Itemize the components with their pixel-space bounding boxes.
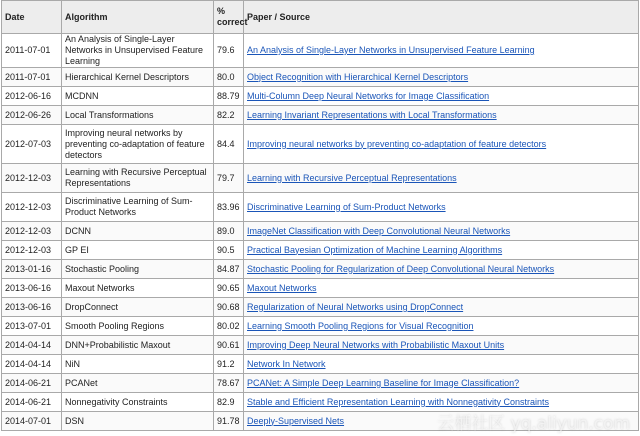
paper-link[interactable]: Regularization of Neural Networks using DropConnect [247,301,464,312]
table-row [2,222,639,241]
cell-date: 2014-06-21 [2,374,62,393]
cell-paper [244,260,639,279]
cell-date: 2012-12-03 [2,222,62,241]
cell-percent: 89.0 [214,222,244,241]
table-row [2,125,639,164]
cell-paper [244,125,639,164]
cell-date: 2013-07-01 [2,317,62,336]
header-paper-source: Paper / Source [244,1,639,34]
table-row [2,241,639,260]
cell-percent: 80.02 [214,317,244,336]
cell-percent: 91.78 [214,412,244,431]
cell-paper [244,106,639,125]
header-row [2,1,639,34]
cell-percent: 88.79 [214,87,244,106]
paper-link[interactable]: Learning with Recursive Perceptual Representations [247,172,457,183]
cell-date: 2012-07-03 [2,125,62,164]
cell-percent: 90.65 [214,279,244,298]
cell-paper [244,222,639,241]
cell-paper [244,164,639,193]
paper-link[interactable]: ImageNet Classification with Deep Convolutional Neural Networks [247,225,511,236]
cell-algorithm: Hierarchical Kernel Descriptors [62,68,214,87]
cell-date: 2012-06-26 [2,106,62,125]
table-row [2,317,639,336]
cell-algorithm: Smooth Pooling Regions [62,317,214,336]
paper-link[interactable]: Practical Bayesian Optimization of Machine Learning Algorithms [247,244,503,255]
cell-algorithm: NiN [62,355,214,374]
table-row [2,393,639,412]
cell-date: 2014-04-14 [2,336,62,355]
paper-link[interactable]: Improving neural networks by preventing co-adaptation of feature detectors [247,138,547,149]
cell-date: 2012-12-03 [2,164,62,193]
header-date: Date [2,1,62,34]
cell-paper [244,68,639,87]
cell-date: 2011-07-01 [2,68,62,87]
paper-link[interactable]: Deeply-Supervised Nets [247,415,345,426]
cell-algorithm: Local Transformations [62,106,214,125]
cell-algorithm: Stochastic Pooling [62,260,214,279]
paper-link[interactable]: Maxout Networks [247,282,317,293]
cell-algorithm: DropConnect [62,298,214,317]
results-table [1,0,639,431]
cell-algorithm: DCNN [62,222,214,241]
header-percent-correct: % correct [214,1,244,34]
cell-paper [244,393,639,412]
paper-link[interactable]: Improving Deep Neural Networks with Probabilistic Maxout Units [247,339,505,350]
cell-paper [244,279,639,298]
cell-percent: 84.4 [214,125,244,164]
cell-date: 2012-12-03 [2,241,62,260]
cell-date: 2013-06-16 [2,279,62,298]
cell-percent: 82.2 [214,106,244,125]
paper-link[interactable]: Network In Network [247,358,326,369]
cell-paper [244,298,639,317]
header-algorithm: Algorithm [62,1,214,34]
cell-algorithm: Learning with Recursive Perceptual Representations [62,164,214,193]
cell-percent: 82.9 [214,393,244,412]
cell-paper [244,87,639,106]
cell-algorithm: Nonnegativity Constraints [62,393,214,412]
table-row [2,34,639,68]
cell-algorithm: PCANet [62,374,214,393]
table-row [2,106,639,125]
table-row [2,193,639,222]
cell-date: 2011-07-01 [2,34,62,68]
paper-link[interactable]: Object Recognition with Hierarchical Kernel Descriptors [247,71,469,82]
cell-paper [244,336,639,355]
paper-link[interactable]: Learning Smooth Pooling Regions for Visual Recognition [247,320,474,331]
cell-paper [244,374,639,393]
table-row [2,87,639,106]
cell-percent: 79.6 [214,34,244,68]
cell-paper [244,355,639,374]
cell-paper [244,193,639,222]
cell-algorithm: Improving neural networks by preventing co-adaptation of feature detectors [62,125,214,164]
cell-date: 2012-12-03 [2,193,62,222]
table-row [2,260,639,279]
cell-percent: 90.5 [214,241,244,260]
cell-algorithm: DNN+Probabilistic Maxout [62,336,214,355]
cell-percent: 83.96 [214,193,244,222]
cell-algorithm: Maxout Networks [62,279,214,298]
watermark-text: 云栖社区 yq.aliyun.com [437,414,630,434]
table-row [2,68,639,87]
cell-date: 2014-06-21 [2,393,62,412]
cell-algorithm: An Analysis of Single-Layer Networks in Unsupervised Feature Learning [62,34,214,68]
cell-date: 2013-01-16 [2,260,62,279]
cell-percent: 79.7 [214,164,244,193]
cell-percent: 78.67 [214,374,244,393]
paper-link[interactable]: Discriminative Learning of Sum-Product Networks [247,201,446,212]
cell-percent: 91.2 [214,355,244,374]
cell-percent: 90.61 [214,336,244,355]
paper-link[interactable]: Learning Invariant Representations with Local Transformations [247,109,497,120]
table-row [2,279,639,298]
cell-algorithm: Discriminative Learning of Sum-Product Networks [62,193,214,222]
cell-percent: 84.87 [214,260,244,279]
paper-link[interactable]: Multi-Column Deep Neural Networks for Image Classification [247,90,490,101]
table-row [2,336,639,355]
table-row [2,298,639,317]
table-row [2,164,639,193]
table-row [2,412,639,431]
paper-link[interactable]: Stochastic Pooling for Regularization of Deep Convolutional Neural Networks [247,263,555,274]
cell-date: 2014-07-01 [2,412,62,431]
cell-paper [244,34,639,68]
cell-percent: 90.68 [214,298,244,317]
cell-percent: 80.0 [214,68,244,87]
cell-algorithm: MCDNN [62,87,214,106]
cell-paper [244,241,639,260]
cell-algorithm: DSN [62,412,214,431]
cell-date: 2012-06-16 [2,87,62,106]
cell-algorithm: GP EI [62,241,214,260]
paper-link[interactable]: Stable and Efficient Representation Learning with Nonnegativity Constraints [247,396,550,407]
table-row [2,355,639,374]
cell-date: 2013-06-16 [2,298,62,317]
cell-date: 2014-04-14 [2,355,62,374]
cell-paper [244,412,639,431]
paper-link[interactable]: An Analysis of Single-Layer Networks in Unsupervised Feature Learning [247,45,535,55]
cell-paper [244,317,639,336]
table-row [2,374,639,393]
paper-link[interactable]: PCANet: A Simple Deep Learning Baseline for Image Classification? [247,377,520,388]
